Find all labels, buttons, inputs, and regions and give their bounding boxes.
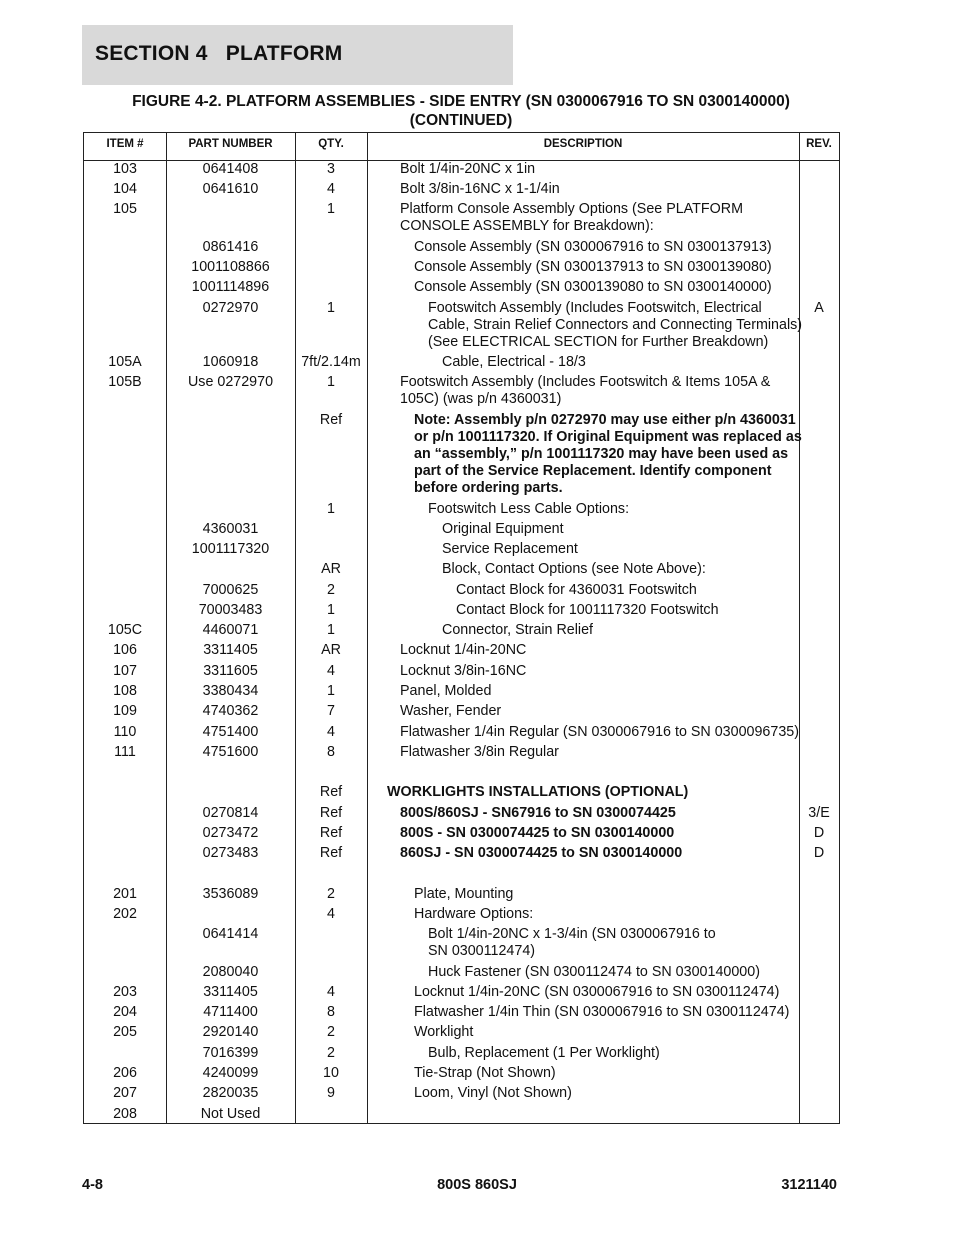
description-cell: Block, Contact Options (see Note Above): [442, 561, 706, 577]
part-number-cell: 0641610 [202, 181, 259, 197]
description-cell: Hardware Options: [414, 906, 534, 922]
description-cell: 800S/860SJ - SN67916 to SN 0300074425 [400, 805, 676, 821]
item-cell: 205 [113, 1024, 137, 1040]
part-number-cell: 1060918 [202, 354, 259, 370]
part-number-cell: 1001114896 [191, 279, 270, 295]
description-cell: Flatwasher 1/4in Regular (SN 0300067916 to SN 0300096735) [400, 724, 799, 740]
description-cell: Contact Block for 4360031 Footswitch [456, 582, 697, 598]
part-number-cell: 7000625 [202, 582, 259, 598]
description-cell: Footswitch Assembly (Includes Footswitch & Items 105A & 105C) (was p/n 4360031) [400, 374, 771, 407]
figure-title [82, 92, 840, 130]
section-banner [82, 25, 513, 85]
item-cell: 105 [113, 201, 137, 217]
description-cell: Console Assembly (SN 0300067916 to SN 0300137913) [414, 239, 772, 255]
footer-page-number: 4-8 [82, 1177, 103, 1193]
item-cell: 206 [113, 1065, 137, 1081]
description-cell: Tie-Strap (Not Shown) [414, 1065, 556, 1081]
item-cell: 204 [113, 1004, 137, 1020]
description-cell: Locknut 3/8in-16NC [400, 663, 527, 679]
item-cell: 105C [107, 622, 143, 638]
qty-cell: 4 [327, 181, 335, 197]
qty-cell: 4 [327, 663, 335, 679]
description-cell: Loom, Vinyl (Not Shown) [414, 1085, 572, 1101]
qty-cell: AR [321, 642, 341, 658]
part-number-cell: 2080040 [202, 964, 259, 980]
rev-cell: D [813, 825, 825, 841]
section-title: SECTION 4 PLATFORM [95, 42, 343, 65]
qty-cell: 1 [327, 602, 335, 618]
description-cell: Connector, Strain Relief [442, 622, 593, 638]
item-cell: 202 [113, 906, 137, 922]
description-cell: Huck Fastener (SN 0300112474 to SN 0300140000) [428, 964, 760, 980]
rev-cell: A [814, 300, 824, 316]
description-cell: 800S - SN 0300074425 to SN 0300140000 [400, 825, 675, 841]
description-cell: Bolt 1/4in-20NC x 1in [400, 161, 536, 177]
part-number-cell: 0273472 [202, 825, 259, 841]
qty-cell: 2 [327, 1045, 335, 1061]
item-cell: 105A [108, 354, 142, 370]
part-number-cell: 4751600 [202, 744, 259, 760]
item-cell: 107 [113, 663, 137, 679]
description-cell: Panel, Molded [400, 683, 492, 699]
item-cell: 207 [113, 1085, 137, 1101]
qty-cell: 10 [323, 1065, 339, 1081]
qty-cell: Ref [319, 784, 343, 800]
description-cell: Note: Assembly p/n 0272970 may use either p/n 4360031 or p/n 1001117320. If Original Equipment was replaced as an “assembly,” p/n 1001117320 may have been used as part of the Service Replacement. Identify component before ordering parts. [414, 412, 802, 496]
part-number-cell: 0861416 [202, 239, 259, 255]
parts-table [83, 132, 840, 1124]
description-cell: Service Replacement [442, 541, 578, 557]
part-number-cell: 2920140 [202, 1024, 259, 1040]
item-cell: 106 [113, 642, 137, 658]
description-cell: Plate, Mounting [414, 886, 514, 902]
part-number-cell: 2820035 [202, 1085, 259, 1101]
part-number-cell: 3311605 [203, 663, 258, 679]
item-cell: 103 [113, 161, 137, 177]
figure-title-line1: FIGURE 4-2. PLATFORM ASSEMBLIES - SIDE ENTRY (SN 0300067916 TO SN 0300140000) [132, 93, 790, 110]
part-number-cell: Use 0272970 [187, 374, 274, 390]
description-cell: Contact Block for 1001117320 Footswitch [456, 602, 719, 618]
item-cell: 203 [113, 984, 137, 1000]
qty-cell: 1 [327, 622, 335, 638]
qty-cell: Ref [319, 412, 343, 428]
qty-cell: 4 [327, 724, 335, 740]
description-cell: Footswitch Less Cable Options: [428, 501, 630, 517]
part-number-cell: 4751400 [202, 724, 259, 740]
qty-cell: Ref [319, 825, 343, 841]
qty-cell: 8 [327, 1004, 335, 1020]
part-number-cell: 3311405 [203, 984, 258, 1000]
qty-cell: 9 [327, 1085, 335, 1101]
part-number-cell: 0272970 [202, 300, 259, 316]
part-number-cell: 0273483 [202, 845, 259, 861]
part-number-cell: Not Used [200, 1106, 261, 1122]
column-header-rev: REV. [806, 138, 832, 150]
item-cell: 111 [114, 744, 136, 760]
part-number-cell: 4711400 [203, 1004, 258, 1020]
item-cell: 104 [113, 181, 137, 197]
description-cell: Locknut 1/4in-20NC [400, 642, 527, 658]
description-cell: Original Equipment [442, 521, 564, 537]
item-cell: 201 [113, 886, 137, 902]
qty-cell: Ref [319, 805, 343, 821]
item-cell: 105B [108, 374, 142, 390]
qty-cell: 2 [327, 1024, 335, 1040]
qty-cell: 1 [327, 683, 335, 699]
figure-title-line2: (CONTINUED) [409, 112, 513, 129]
description-cell: Cable, Electrical - 18/3 [442, 354, 586, 370]
column-divider [367, 133, 368, 1123]
qty-cell: Ref [319, 845, 343, 861]
description-cell: Bolt 3/8in-16NC x 1-1/4in [400, 181, 560, 197]
description-cell: Bulb, Replacement (1 Per Worklight) [428, 1045, 660, 1061]
part-number-cell: 70003483 [198, 602, 263, 618]
part-number-cell: 3311405 [203, 642, 258, 658]
part-number-cell: 4360031 [202, 521, 259, 537]
description-cell: Footswitch Assembly (Includes Footswitch, Electrical Cable, Strain Relief Connectors and Connecting Terminals) (See ELECTRICAL SECTION for Further Breakdown) [428, 300, 803, 350]
footer-model: 800S 860SJ [437, 1177, 517, 1193]
description-cell: Washer, Fender [400, 703, 502, 719]
column-header-qty: QTY. [318, 138, 344, 150]
qty-cell: 7 [327, 703, 335, 719]
qty-cell: 8 [327, 744, 335, 760]
item-cell: 110 [113, 724, 137, 740]
qty-cell: 4 [327, 984, 335, 1000]
part-number-cell: 3536089 [202, 886, 259, 902]
qty-cell: 1 [327, 201, 335, 217]
qty-cell: 2 [327, 582, 335, 598]
item-cell: 208 [113, 1106, 137, 1122]
qty-cell: AR [321, 561, 341, 577]
qty-cell: 7ft/2.14m [301, 354, 361, 370]
description-cell: Flatwasher 3/8in Regular [400, 744, 559, 760]
description-cell: WORKLIGHTS INSTALLATIONS (OPTIONAL) [387, 784, 689, 800]
part-number-cell: 4240099 [202, 1065, 259, 1081]
qty-cell: 1 [327, 501, 335, 517]
description-cell: Bolt 1/4in-20NC x 1-3/4in (SN 0300067916 to SN 0300112474) [428, 926, 716, 959]
part-number-cell: 7016399 [202, 1045, 259, 1061]
qty-cell: 2 [327, 886, 335, 902]
part-number-cell: 1001108866 [191, 259, 270, 275]
part-number-cell: 4740362 [202, 703, 259, 719]
part-number-cell: 0641408 [202, 161, 259, 177]
part-number-cell: 0641414 [202, 926, 259, 942]
item-cell: 109 [113, 703, 137, 719]
column-header-description: DESCRIPTION [543, 138, 623, 150]
description-cell: Flatwasher 1/4in Thin (SN 0300067916 to SN 0300112474) [414, 1004, 790, 1020]
footer-doc-number: 3121140 [781, 1177, 837, 1193]
qty-cell: 1 [327, 374, 335, 390]
column-header-item: ITEM # [106, 138, 144, 150]
item-cell: 108 [113, 683, 137, 699]
part-number-cell: 1001117320 [191, 541, 270, 557]
qty-cell: 1 [327, 300, 335, 316]
description-cell: Console Assembly (SN 0300137913 to SN 0300139080) [414, 259, 772, 275]
description-cell: Platform Console Assembly Options (See PLATFORM CONSOLE ASSEMBLY for Breakdown): [400, 201, 743, 234]
description-cell: 860SJ - SN 0300074425 to SN 0300140000 [400, 845, 683, 861]
rev-cell: 3/E [808, 805, 830, 821]
description-cell: Console Assembly (SN 0300139080 to SN 0300140000) [414, 279, 772, 295]
description-cell: Worklight [414, 1024, 474, 1040]
qty-cell: 3 [327, 161, 335, 177]
rev-cell: D [813, 845, 825, 861]
column-header-part-number: PART NUMBER [188, 138, 273, 150]
part-number-cell: 4460071 [202, 622, 259, 638]
part-number-cell: 0270814 [202, 805, 259, 821]
part-number-cell: 3380434 [202, 683, 259, 699]
description-cell: Locknut 1/4in-20NC (SN 0300067916 to SN 0300112474) [414, 984, 780, 1000]
qty-cell: 4 [327, 906, 335, 922]
